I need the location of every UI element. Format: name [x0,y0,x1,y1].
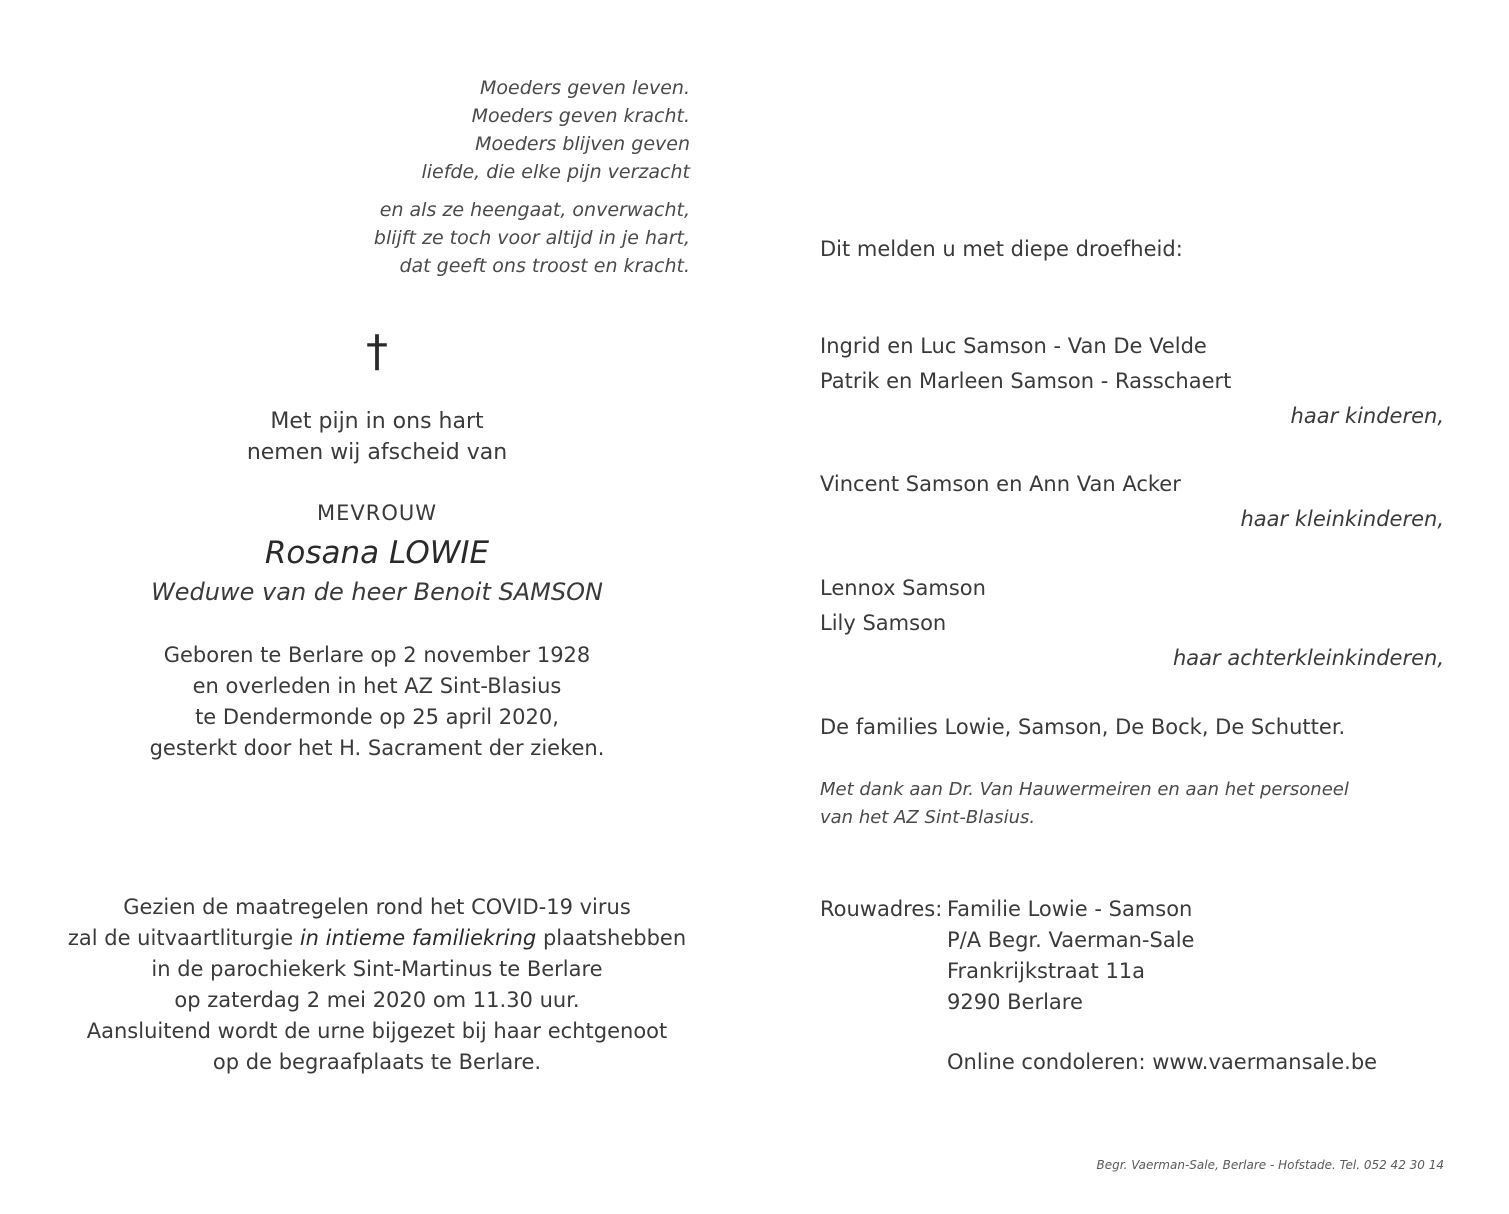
children-list [820,329,1444,399]
funeral-line [60,923,694,954]
online-condolence: Online condoleren: www.vaermansale.be [947,1050,1378,1074]
thanks-note [820,776,1444,832]
family-member: Lennox Samson [820,576,986,600]
family-member: Patrik en Marleen Samson - Rasschaert [820,369,1232,393]
grandchildren-relation: haar kleinkinderen, [1240,507,1444,531]
cross-icon: † [366,326,388,377]
families-line: De families Lowie, Samson, De Bock, De Schutter. [820,715,1346,739]
bio-line: gesterkt door het H. Sacrament der zieken. [149,736,605,760]
widow-of: Weduwe van de heer Benoit SAMSON [151,578,603,606]
biography [60,640,694,764]
family-member: Ingrid en Luc Samson - Van De Velde [820,334,1207,358]
address-line: P/A Begr. Vaerman-Sale [947,928,1195,952]
deceased-title: MEVROUW [316,501,437,525]
funeral-emphasis: in intieme familiekring [299,926,537,950]
family-member: Vincent Samson en Ann Van Acker [820,472,1181,496]
bio-line: Geboren te Berlare op 2 november 1928 [163,643,591,667]
poem-line: dat geeft ons troost en kracht. [399,255,690,277]
great-grandchildren-list [820,571,1444,641]
children-relation: haar kinderen, [1290,404,1444,428]
announcement: Dit melden u met diepe droefheid: [820,237,1183,261]
funeral-line: in de parochiekerk Sint-Martinus te Berlare [151,957,603,981]
funeral-line: Gezien de maatregelen rond het COVID-19 virus [123,895,631,919]
bio-line: te Dendermonde op 25 april 2020, [195,705,559,729]
family-member: Lily Samson [820,611,947,635]
address-line: 9290 Berlare [947,990,1083,1014]
thanks-line: van het AZ Sint-Blasius. [820,807,1036,828]
address-label: Rouwadres: [820,897,943,921]
deceased-name: Rosana LOWIE [264,535,490,571]
poem-line: Moeders geven leven. [480,77,690,99]
address-line: Familie Lowie - Samson [947,897,1193,921]
poem-stanza-2 [260,196,690,280]
poem-stanza-1 [260,74,690,186]
funeral-line: op de begraafplaats te Berlare. [212,1050,542,1074]
funeral-text: plaatshebben [536,926,687,950]
poem-line: Moeders geven kracht. [471,105,690,127]
intro-text [60,406,694,468]
poem-line: Moeders blijven geven [475,133,690,155]
bio-line: en overleden in het AZ Sint-Blasius [192,674,562,698]
grandchildren-list [820,467,1444,502]
poem-line: blijft ze toch voor altijd in je hart, [373,227,690,249]
address-lines [947,894,1194,1018]
address-line: Frankrijkstraat 11a [947,959,1146,983]
great-grandchildren-relation: haar achterkleinkinderen, [1172,646,1444,670]
funeral-line: Aansluitend wordt de urne bijgezet bij haar echtgenoot [86,1019,668,1043]
funeral-line: op zaterdag 2 mei 2020 om 11.30 uur. [174,988,580,1012]
funeral-home-footer: Begr. Vaerman-Sale, Berlare - Hofstade. Tel. 052 42 30 14 [1096,1158,1444,1172]
funeral-text: zal de uitvaartliturgie [67,926,300,950]
intro-line: Met pijn in ons hart [270,409,484,434]
intro-line: nemen wij afscheid van [246,440,508,465]
thanks-line: Met dank aan Dr. Van Hauwermeiren en aan het personeel [820,779,1349,800]
poem-line: en als ze heengaat, onverwacht, [379,199,690,221]
funeral-info [60,892,694,1078]
poem-line: liefde, die elke pijn verzacht [421,161,690,183]
